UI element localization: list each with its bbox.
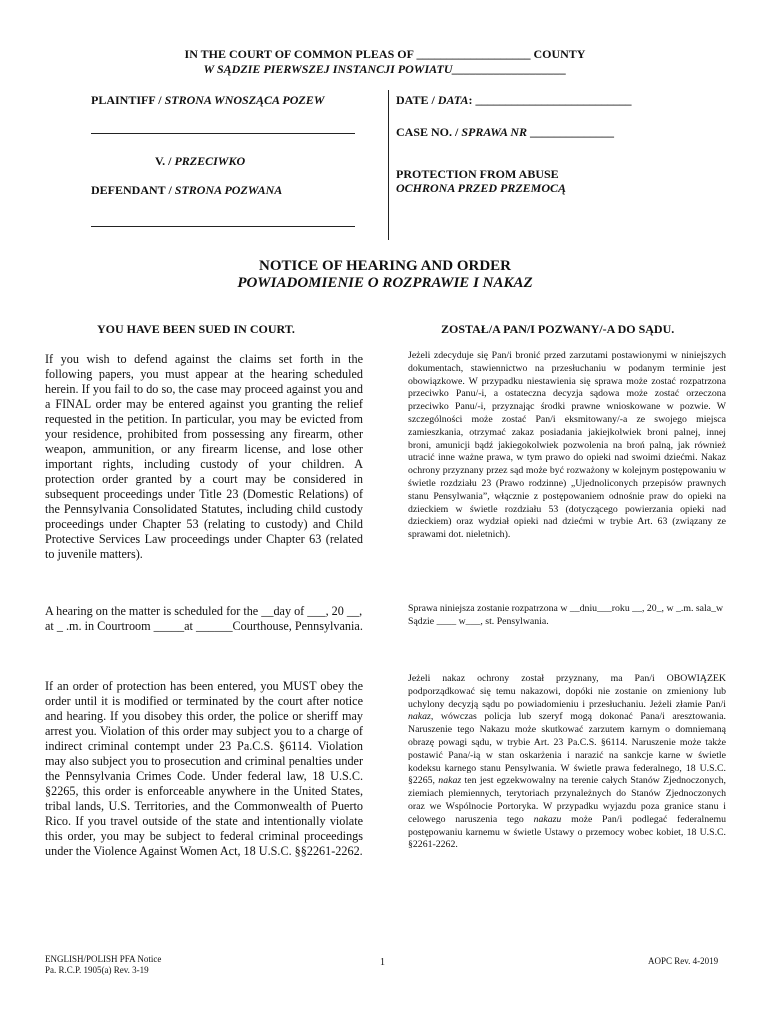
order-paragraph-pl-italic-1: nakaz [408,711,431,723]
notice-title-pl: POWIADOMIENIE O ROZPRAWIE I NAKAZ [237,275,533,291]
date-label-pl: DATA [437,93,469,107]
order-paragraph-pl-part-c: ten jest egzekwowalny na terenie całych Stanów Zjednoczonych, ziemiach plemiennych, terytoriach przynależnych do Stanów Zjednoczonych oraz we Wspólnocie Portoryka. W przypadku wyjazdu poza granice stanu i celowego naruszenia tego [408,775,726,825]
sued-heading-en: YOU HAVE BEEN SUED IN COURT. [97,322,295,336]
versus-label [155,154,245,169]
versus-label-en: V. / [155,154,175,168]
date-blank[interactable]: : __________________________ [468,93,632,107]
versus-label-pl: PRZECIWKO [174,154,246,168]
order-paragraph-pl-part-a: Jeżeli nakaz ochrony został przyznany, ma Pan/i OBOWIĄZEK podporządkować się temu nakazowi, dopóki nie zostanie on zmieniony lub uchylony decyzją sądu po powiadomieniu i przesłuchaniu. Jeżeli złamie Pan/i [408,673,726,710]
pfa-label-en: PROTECTION FROM ABUSE [396,167,559,181]
date-label-en: DATE / [396,93,438,107]
defendant-name-line[interactable] [91,226,355,227]
defendant-label-pl: STRONA POZWANA [174,183,283,197]
hearing-paragraph-en: A hearing on the matter is scheduled for the __day of ___, 20 __, at _ .m. in Courtroom _____at ______Courthouse, Pennsylvania. [45,604,363,633]
defendant-label-en: DEFENDANT / [91,183,175,197]
plaintiff-label-en: PLAINTIFF / [91,93,165,107]
order-paragraph-en: If an order of protection has been entered, you MUST obey the order until it is modified or terminated by the court after notice and hearing. If you disobey this order, the police or sheriff may arrest you. Violation of this order may subject you to a charge of indirect criminal contempt under 23 Pa.C.S. §6114. Violation may also subject you to prosecution and criminal penalties under the Pennsylvania Crimes Code. Under federal law, 18 U.S.C. §2265, this order is enforceable anywhere in the United States, tribal lands, U.S. Territories, and the Commonwealth of Puerto Rico. If you travel outside of the state and intentionally violate this order, you may be subject to federal criminal proceedings under the Violence Against Women Act, 18 U.S.C. §§2261-2262. [45,679,363,858]
defend-paragraph-pl: Jeżeli zdecyduje się Pan/i bronić przed zarzutami postawionymi w niniejszych dokumentach, stawiennictwo na przesłuchaniu w podanym terminie jest obowiązkowe. W przypadku niestawienia się sprawa może zostać rozpatrzona przeciwko Panu/-i, a ostateczna decyzja sądowa może zostać orzeczona przeciwko Panu/-i, przyznając środki prawne wnioskowane w pozwie. W szczególności może zostać Pan/i eksmitowany/-a ze swojego miejsca zamieszkania, otrzymać zakaz posiadania jakiejkolwiek broni palnej, innej broni, amunicji bądź jakiegokolwiek pozwolenia na broń palną, jak również utracić inne ważne prawa, w tym prawo do opieki nad swoimi dziećmi. Nakaz ochrony przyznany przez sąd może być rozważony w kolejnym postępowaniu w świetle rozdziału 23 (Prawo rodzinne) „Ujednoliconych przepisów prawnych stanu Pensylwania”, włącznie z postępowaniem odnośnie praw do opieki na dzieckiem w świetle rozdziału 53 (dotyczącego powierzania opieki nad dzieckiem) oraz wydział opieki nad dziećmi w trybie Art. 63 (związany ze sprawami dot. nieletnich). [408,350,726,541]
order-paragraph-pl-part-d: może Pan/i podlegać federalnemu postępowaniu karnemu w świetle Ustawy o przemocy wobec kobiet, 18 U.S.C. §2261-2262. [408,813,727,851]
defend-paragraph-en: If you wish to defend against the claims set forth in the following papers, you must appear at the hearing scheduled herein. If you fail to do so, the case may proceed against you and a FINAL order may be entered against you granting the relief requested in the petition. In particular, you may be evicted from your residence, prohibited from possessing any firearm, other weapon, ammunition, or any firearm license, and lose other important rights, including custody of your children. A protection order granted by a court may be considered in subsequent proceedings under Title 23 (Domestic Relations) of the Pennsylvania Consolidated Statutes, including child custody proceedings under Chapter 53 (relating to custody) and Child Protective Services Law proceedings under Chapter 63 (related to juvenile matters). [45,352,363,561]
pfa-label-pl: OCHRONA PRZED PRZEMOCĄ [396,181,567,195]
plaintiff-label-pl: STRONA WNOSZĄCA POZEW [164,93,325,107]
footer-rule-ref: Pa. R.C.P. 1905(a) Rev. 3-19 [45,965,149,975]
plaintiff-name-line[interactable] [91,133,355,134]
footer-revision: AOPC Rev. 4-2019 [648,956,719,966]
footer-form-id [45,954,161,976]
order-paragraph-pl [408,673,726,852]
court-heading-en: IN THE COURT OF COMMON PLEAS OF ___________________ COUNTY [184,47,586,61]
caption-divider [388,90,389,240]
case-number-field[interactable] [396,125,614,140]
case-blank[interactable]: ______________ [527,125,615,139]
order-paragraph-pl-part-b: , wówczas policja lub szeryf mogą dokonać Pana/i aresztowania. Naruszenie tego Nakazu może skutkować zarzutem karnym o domniemaną obrazę powagi sądu, w trybie Art. 23 Pa.C.S. §6114. Naruszenie może także postawić Pana/-ią w stan oskarżenia i narazić na sankcje karne w świetle kodeksu karnego stanu Pensylwania. W świetle prawa federalnego, 18 U.S.C. §2265, [408,711,726,787]
date-field[interactable] [396,93,631,108]
page-number: 1 [380,957,385,968]
footer-form-name: ENGLISH/POLISH PFA Notice [45,954,162,964]
order-paragraph-pl-italic-2: nakaz [438,775,462,787]
order-paragraph-pl-italic-3: nakazu [533,813,562,825]
sued-heading-pl: ZOSTAŁ/A PAN/I POZWANY/-A DO SĄDU. [441,322,675,336]
notice-title-en: NOTICE OF HEARING AND ORDER [259,258,511,274]
defendant-label [91,183,282,198]
court-heading-pl: W SĄDZIE PIERWSZEJ INSTANCJI POWIATU___________________ [203,62,567,76]
case-label-pl: SPRAWA NR [461,125,528,139]
case-label-en: CASE NO. / [396,125,462,139]
plaintiff-label [91,93,324,108]
hearing-paragraph-pl: Sprawa niniejsza zostanie rozpatrzona w __dniu___roku __, 20_, w _.m. sala_w Sądzie ____ w___, st. Pensylwania. [408,603,724,627]
